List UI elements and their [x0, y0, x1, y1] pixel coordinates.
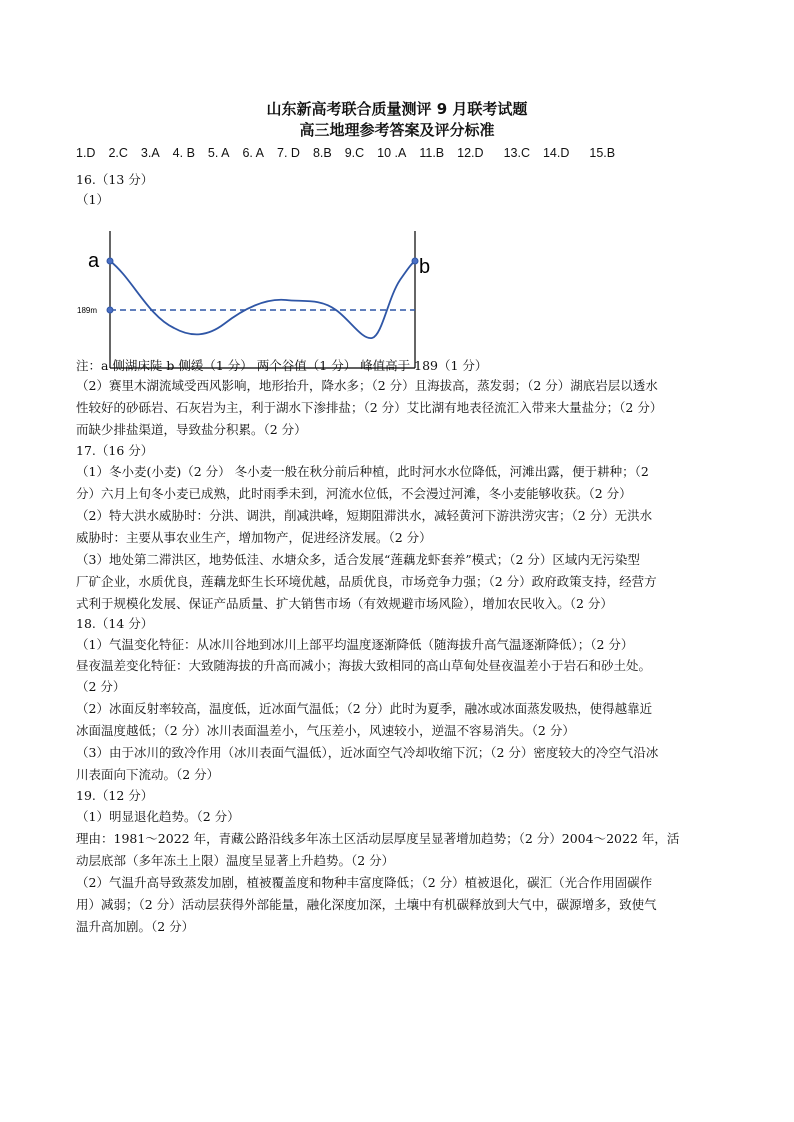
answer-item: 6. A [242, 146, 265, 160]
label-189m: 189m [77, 306, 98, 315]
q16-part2-line: （2）赛里木湖流域受西风影响，地形抬升，降水多；（2 分）且海拔高，蒸发弱；（2 分）湖底岩层以透水 [76, 378, 658, 393]
answer-item: 2.C [108, 146, 128, 160]
q18-line: （1）气温变化特征：从冰川谷地到冰川上部平均温度逐渐降低（随海拔升高气温逐渐降低）；（2 分） [76, 637, 634, 652]
answer-item: 14.D [542, 146, 570, 160]
q17-line: 威胁时：主要从事农业生产，增加物产，促进经济发展。（2 分） [76, 530, 432, 545]
answer-item: 1.D [76, 146, 96, 160]
level-marker [107, 307, 113, 313]
q18-line: （2）冰面反射率较高，温度低，近冰面气温低；（2 分）此时为夏季，融冰或冰面蒸发吸热，使得越靠近 [76, 701, 653, 716]
q16-note: 注：a 侧湖床陡 b 侧缓（1 分） 两个谷值（1 分） 峰值高于 189（1 分） [76, 358, 488, 373]
q17-heading: 17.（16 分） [76, 443, 154, 458]
q18-line: （3）由于冰川的致冷作用（冰川表面气温低），近冰面空气冷却收缩下沉；（2 分）密度较大的冷空气沿冰 [76, 745, 659, 760]
q19-line: 动层底部（多年冻土上限）温度呈显著上升趋势。（2 分） [76, 853, 395, 868]
q19-line: 温升高加剧。（2 分） [76, 919, 195, 934]
answer-key [76, 146, 628, 160]
answer-item: 15.B [589, 146, 616, 160]
lake-bed-profile [110, 261, 415, 338]
point-b-marker [412, 258, 418, 264]
q17-line: （3）地处第二滞洪区，地势低洼、水塘众多，适合发展“莲藕龙虾套养”模式；（2 分）区域内无污染型 [76, 552, 640, 567]
q18-line: 冰面温度越低；（2 分）冰川表面温差小，气压差小，风速较小，逆温不容易消失。（2 分） [76, 723, 575, 738]
answer-item: 3.A [140, 146, 160, 160]
q16-part2-line: 性较好的砂砾岩、石灰岩为主，利于湖水下渗排盐；（2 分）艾比湖有地表径流汇入带来大量盐分；（2 分） [76, 400, 663, 415]
answer-item: 10 .A [377, 146, 407, 160]
q19-line: （2）气温升高导致蒸发加剧，植被覆盖度和物种丰富度降低；（2 分）植被退化，碳汇（光合作用固碳作 [76, 875, 653, 890]
q19-line: 用）减弱；（2 分）活动层获得外部能量，融化深度加深，土壤中有机碳释放到大气中，碳源增多，致使气 [76, 897, 657, 912]
q17-line: （2）特大洪水威胁时：分洪、调洪，削减洪峰，短期阻滞洪水，减轻黄河下游洪涝灾害；（2 分）无洪水 [76, 508, 653, 523]
label-a: a [88, 250, 100, 272]
q18-line: 川表面向下流动。（2 分） [76, 767, 220, 782]
q19-line: （1）明显退化趋势。（2 分） [76, 809, 240, 824]
subtitle: 高三地理参考答案及评分标准 [299, 121, 495, 139]
answer-item: 11.B [419, 146, 445, 160]
answer-item: 7. D [277, 146, 300, 160]
q17-line: 式利于规模化发展、保证产品质量、扩大销售市场（有效规避市场风险），增加农民收入。（2 分） [76, 596, 613, 611]
q16-part1: （1） [76, 192, 109, 207]
q19-heading: 19.（12 分） [76, 788, 154, 803]
answer-item: 8.B [312, 146, 332, 160]
q16-heading: 16.（13 分） [76, 172, 154, 187]
answer-item: 9.C [344, 146, 365, 160]
answer-item: 12.D [457, 146, 484, 160]
q18-line: （2 分） [76, 679, 126, 694]
answer-item: 13.C [503, 146, 530, 160]
answer-item: 5. A [207, 146, 230, 160]
q17-line: （1）冬小麦(小麦)（2 分） 冬小麦一般在秋分前后种植，此时河水水位降低，河滩出露，便于耕种；（2 [76, 464, 649, 479]
q18-heading: 18.（14 分） [76, 616, 154, 631]
q17-line: 分）六月上旬冬小麦已成熟，此时雨季未到，河流水位低，不会漫过河滩，冬小麦能够收获。（2 分） [76, 486, 632, 501]
point-a-marker [107, 258, 113, 264]
title: 山东新高考联合质量测评 9 月联考试题 [266, 100, 528, 118]
q19-line: 理由：1981～2022 年，青藏公路沿线多年冻土区活动层厚度呈显著增加趋势；（2 分）2004～2022 年，活 [76, 831, 680, 846]
q17-line: 厂矿企业，水质优良，莲藕龙虾生长环境优越，品质优良，市场竞争力强；（2 分）政府政策支持，经营方 [76, 574, 657, 589]
answer-item: 4. B [172, 146, 195, 160]
q18-line: 昼夜温差变化特征：大致随海拔的升高而减小；海拔大致相同的高山草甸处昼夜温差小于岩石和砂土处。 [76, 658, 652, 673]
q16-part2-line: 而缺少排盐渠道，导致盐分积累。（2 分） [76, 422, 307, 437]
label-b: b [419, 256, 431, 278]
